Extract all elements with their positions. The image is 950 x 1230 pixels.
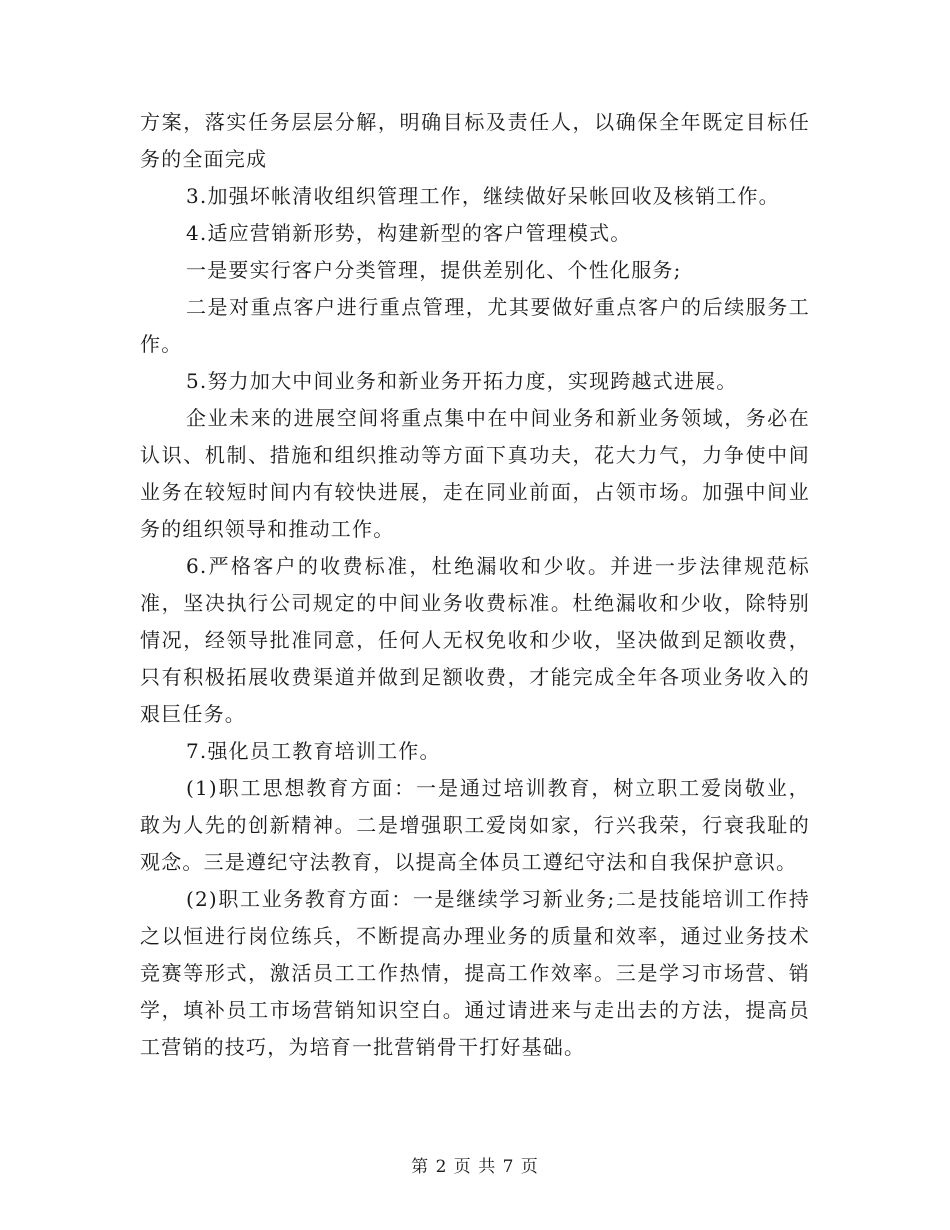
paragraph-item-7-sub-2: (2)职工业务教育方面：一是继续学习新业务;二是技能培训工作持之以恒进行岗位练兵，不断提高办理业务的质量和效率，通过业务技术竞赛等形式，激活员工工作热情，提高工作效率。三是学习市场营、销学，填补员工市场营销知识空白。通过请进来与走出去的方法，提高员工营销的技巧，为培育一批营销骨干打好基础。 <box>140 887 810 1059</box>
paragraph-continuation: 方案，落实任务层层分解，明确目标及责任人，以确保全年既定目标任务的全面完成 <box>140 110 810 171</box>
paragraph-item-4: 4.适应营销新形势，构建新型的客户管理模式。 <box>186 221 632 245</box>
paragraph-item-5: 5.努力加大中间业务和新业务开拓力度，实现跨越式进展。 <box>186 369 738 393</box>
paragraph-item-4-point-1: 一是要实行客户分类管理，提供差别化、个性化服务; <box>186 258 682 282</box>
paragraph-item-5-detail: 企业未来的进展空间将重点集中在中间业务和新业务领域，务必在认识、机制、措施和组织推动等方面下真功夫，花大力气，力争使中间业务在较短时间内有较快进展，走在同业前面，占领市场。加强中间业务的组织领导和推动工作。 <box>140 406 810 541</box>
page-number-footer: 第 2 页 共 7 页 <box>411 1157 539 1177</box>
paragraph-item-3: 3.加强坏帐清收组织管理工作，继续做好呆帐回收及核销工作。 <box>186 184 780 208</box>
paragraph-item-7: 7.强化员工教育培训工作。 <box>186 739 441 763</box>
document-body <box>140 104 810 1066</box>
paragraph-item-7-sub-1: (1)职工思想教育方面：一是通过培训教育，树立职工爱岗敬业，敢为人先的创新精神。二是增强职工爱岗如家，行兴我荣，行衰我耻的观念。三是遵纪守法教育，以提高全体员工遵纪守法和自我保护意识。 <box>140 776 810 874</box>
paragraph-item-4-point-2: 二是对重点客户进行重点管理，尤其要做好重点客户的后续服务工作。 <box>140 295 810 356</box>
paragraph-item-6: 6.严格客户的收费标准，杜绝漏收和少收。并进一步法律规范标准，坚决执行公司规定的中间业务收费标准。杜绝漏收和少收，除特别情况，经领导批准同意，任何人无权免收和少收，坚决做到足额收费，只有积极拓展收费渠道并做到足额收费，才能完成全年各项业务收入的艰巨任务。 <box>140 554 810 726</box>
